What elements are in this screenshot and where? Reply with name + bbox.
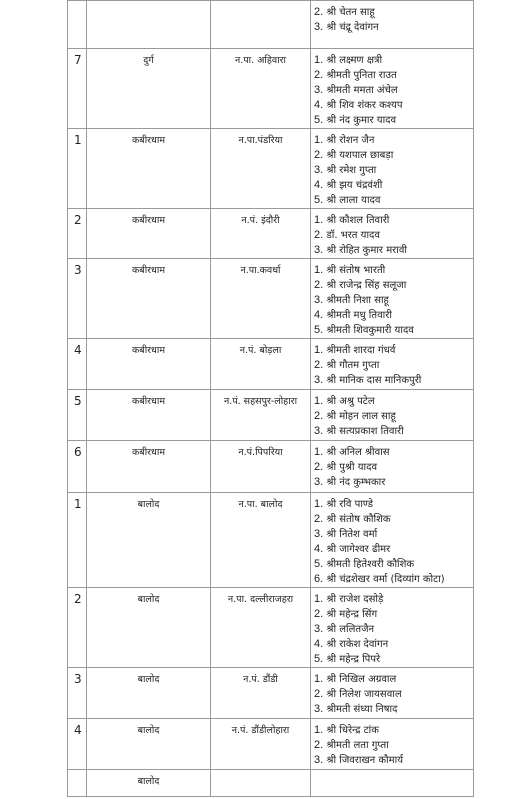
member-number: 1. — [314, 724, 324, 736]
member-name: श्रीमती शारदा गंधर्व — [326, 345, 396, 356]
local-body-name: न.पं. डौंडीलोहारा — [211, 719, 311, 770]
member-number: 1. — [314, 593, 324, 605]
member-name: श्री रमेश गुप्ता — [326, 165, 377, 176]
member-entry — [314, 358, 473, 373]
district-name: कबीरधाम — [87, 390, 211, 441]
member-entry — [314, 512, 473, 527]
member-number: 2. — [314, 608, 324, 620]
member-entry — [314, 738, 473, 753]
member-entry — [314, 98, 473, 113]
member-number: 1. — [314, 498, 324, 510]
member-entry — [314, 572, 473, 587]
member-name: श्री रोशन जैन — [326, 135, 375, 146]
member-number: 2. — [314, 359, 324, 371]
member-name: श्री रवि पाण्डे — [326, 499, 374, 510]
member-entry — [314, 637, 473, 652]
members-list — [311, 259, 474, 339]
member-number: 3. — [314, 164, 324, 176]
member-entry — [314, 557, 473, 572]
district-name: कबीरधाम — [87, 259, 211, 339]
member-number: 2. — [314, 6, 324, 18]
member-name: श्रीमती हितेश्वरी कौशिक — [326, 559, 415, 570]
member-name: श्री मोहन लाल साहू — [326, 411, 396, 422]
table-row — [68, 493, 474, 588]
member-entry — [314, 243, 473, 258]
member-entry — [314, 343, 473, 358]
member-number: 2. — [314, 513, 324, 525]
member-name: श्री झय चंद्रवंशी — [326, 180, 383, 191]
member-name: श्री यशपाल छाबड़ा — [326, 150, 394, 161]
member-entry — [314, 113, 473, 128]
table-row — [68, 588, 474, 668]
member-entry — [314, 53, 473, 68]
member-number: 3. — [314, 294, 324, 306]
serial-number: 1 — [68, 493, 87, 588]
member-entry — [314, 278, 473, 293]
member-entry — [314, 394, 473, 409]
member-name: श्री रोहित कुमार मरावी — [326, 245, 408, 256]
local-body-name: न.पं. इंदौरी — [211, 209, 311, 259]
table-row — [68, 129, 474, 209]
serial-number: 7 — [68, 49, 87, 129]
member-number: 1. — [314, 395, 324, 407]
member-name: श्रीमती निशा साहू — [326, 295, 389, 306]
table-row — [68, 390, 474, 441]
members-list — [311, 719, 474, 770]
member-name: श्री अश्रु पटेल — [326, 396, 375, 407]
serial-number: 2 — [68, 588, 87, 668]
members-list — [311, 441, 474, 493]
member-entry — [314, 424, 473, 439]
member-number: 2. — [314, 410, 324, 422]
member-name: श्री संतोष भारती — [326, 265, 386, 276]
member-number: 3. — [314, 84, 324, 96]
member-entry — [314, 323, 473, 338]
serial-number: 3 — [68, 668, 87, 719]
member-number: 6. — [314, 573, 324, 585]
member-entry — [314, 263, 473, 278]
local-body-name: न.पा. अहिवारा — [211, 49, 311, 129]
member-name: श्री कौशल तिवारी — [326, 215, 390, 226]
local-body-name: न.पं.पिपरिया — [211, 441, 311, 493]
district-name: बालोद — [87, 588, 211, 668]
district-name: कबीरधाम — [87, 209, 211, 259]
member-number: 1. — [314, 214, 324, 226]
member-entry — [314, 228, 473, 243]
member-name: श्री चंद्रू देवांगन — [326, 22, 379, 33]
member-number: 4. — [314, 543, 324, 555]
member-entry — [314, 527, 473, 542]
member-entry — [314, 163, 473, 178]
member-number: 2. — [314, 149, 324, 161]
member-entry — [314, 672, 473, 687]
member-number: 2. — [314, 229, 324, 241]
members-list — [311, 390, 474, 441]
member-name: श्री नंद कुमार यादव — [326, 115, 397, 126]
member-entry — [314, 475, 473, 490]
members-list — [311, 129, 474, 209]
district-name: कबीरधाम — [87, 129, 211, 209]
serial-number — [68, 1, 87, 49]
serial-number: 4 — [68, 719, 87, 770]
member-number: 2. — [314, 688, 324, 700]
member-entry — [314, 607, 473, 622]
member-entry — [314, 133, 473, 148]
member-entry — [314, 753, 473, 768]
member-name: श्री धिरेन्द्र टांक — [326, 725, 379, 736]
members-list — [311, 49, 474, 129]
member-entry — [314, 652, 473, 667]
members-list — [311, 209, 474, 259]
local-body-name: न.पा.पंडरिया — [211, 129, 311, 209]
member-number: 1. — [314, 344, 324, 356]
member-number: 5. — [314, 558, 324, 570]
member-name: श्री महेन्द्र पिपरे — [326, 654, 381, 665]
member-name: श्री नंद कुम्भकार — [326, 477, 386, 488]
member-number: 3. — [314, 374, 324, 386]
member-name: श्री राकेश देवांगन — [326, 639, 389, 650]
member-entry — [314, 542, 473, 557]
member-name: श्री पुश्री यादव — [326, 462, 378, 473]
local-body-name: न.पा. दल्लीराजहरा — [211, 588, 311, 668]
member-name: श्री चेतन साहू — [326, 7, 375, 18]
member-name: श्री राजेश दसोड़े — [326, 594, 384, 605]
table-row — [68, 719, 474, 770]
member-entry — [314, 213, 473, 228]
serial-number: 5 — [68, 390, 87, 441]
member-name: श्री नितेश वर्मा — [326, 529, 378, 540]
member-name: श्रीमती शिवकुमारी यादव — [326, 325, 414, 336]
members-list — [311, 1, 474, 49]
district-name: दुर्ग — [87, 49, 211, 129]
member-entry — [314, 178, 473, 193]
member-number: 2. — [314, 69, 324, 81]
member-name: श्री महेन्द्र सिंग — [326, 609, 378, 620]
serial-number: 6 — [68, 441, 87, 493]
member-name: श्री मानिक दास मानिकपुरी — [326, 375, 422, 386]
serial-number: 1 — [68, 129, 87, 209]
local-body-name: न.पा.कवर्धा — [211, 259, 311, 339]
member-entry — [314, 293, 473, 308]
member-entry — [314, 148, 473, 163]
district-name: बालोद — [87, 493, 211, 588]
member-name: श्री जिवराखन कौमार्य — [326, 755, 404, 766]
member-number: 1. — [314, 673, 324, 685]
member-name: श्रीमती ममता अंचेल — [326, 85, 398, 96]
member-entry — [314, 687, 473, 702]
member-name: श्रीमती संध्या निषाद — [326, 704, 398, 715]
member-entry — [314, 20, 473, 35]
district-name: कबीरधाम — [87, 339, 211, 390]
local-body-name: न.पं. बोड़ला — [211, 339, 311, 390]
serial-number — [68, 770, 87, 797]
member-number: 5. — [314, 194, 324, 206]
member-number: 5. — [314, 114, 324, 126]
member-number: 4. — [314, 99, 324, 111]
district-name — [87, 1, 211, 49]
member-name: श्रीमती मधु तिवारी — [326, 310, 392, 321]
member-number: 1. — [314, 446, 324, 458]
member-number: 5. — [314, 324, 324, 336]
member-number: 3. — [314, 21, 324, 33]
member-entry — [314, 308, 473, 323]
serial-number: 2 — [68, 209, 87, 259]
local-body-name: न.पा. बालोद — [211, 493, 311, 588]
member-number: 3. — [314, 244, 324, 256]
district-name: बालोद — [87, 719, 211, 770]
member-number: 3. — [314, 754, 324, 766]
member-number: 5. — [314, 653, 324, 665]
member-number: 1. — [314, 264, 324, 276]
member-entry — [314, 592, 473, 607]
member-number: 3. — [314, 528, 324, 540]
member-number: 3. — [314, 425, 324, 437]
members-list — [311, 339, 474, 390]
local-body-name: न.पं. डौंडी — [211, 668, 311, 719]
district-name: कबीरधाम — [87, 441, 211, 493]
member-name: श्री चंद्रशेखर वर्मा (दिव्यांग कोटा) — [326, 574, 445, 585]
table-row — [68, 1, 474, 49]
table-row — [68, 209, 474, 259]
member-entry — [314, 409, 473, 424]
member-name: श्री ललितजैन — [326, 624, 375, 635]
member-number: 2. — [314, 461, 324, 473]
member-number: 3. — [314, 703, 324, 715]
member-number: 3. — [314, 476, 324, 488]
member-entry — [314, 702, 473, 717]
members-list — [311, 668, 474, 719]
table-row — [68, 441, 474, 493]
member-name: श्री लाला यादव — [326, 195, 381, 206]
local-body-name: न.पं. सहसपुर-लोहारा — [211, 390, 311, 441]
members-list — [311, 770, 474, 797]
local-body-name — [211, 770, 311, 797]
member-entry — [314, 373, 473, 388]
table-row — [68, 259, 474, 339]
member-number: 1. — [314, 134, 324, 146]
members-list — [311, 493, 474, 588]
member-name: श्री लक्ष्मण क्षत्री — [326, 55, 383, 66]
member-entry — [314, 497, 473, 512]
table-row — [68, 668, 474, 719]
table-row — [68, 49, 474, 129]
table-row — [68, 770, 474, 797]
district-name: बालोद — [87, 668, 211, 719]
serial-number: 3 — [68, 259, 87, 339]
member-entry — [314, 460, 473, 475]
member-entry — [314, 68, 473, 83]
member-name: श्री सत्यप्रकाश तिवारी — [326, 426, 404, 437]
member-number: 2. — [314, 739, 324, 751]
member-number: 4. — [314, 309, 324, 321]
district-name: बालोद — [87, 770, 211, 797]
member-entry — [314, 723, 473, 738]
members-list — [311, 588, 474, 668]
members-table — [67, 0, 474, 797]
local-body-name — [211, 1, 311, 49]
member-entry — [314, 445, 473, 460]
member-name: डॉ. भरत यादव — [326, 230, 380, 241]
member-name: श्रीमती पुनिता राउत — [326, 70, 397, 81]
member-name: श्री संतोष कौशिक — [326, 514, 391, 525]
member-name: श्री जागेश्वर ढीमर — [326, 544, 391, 555]
member-number: 4. — [314, 638, 324, 650]
member-entry — [314, 5, 473, 20]
table-row — [68, 339, 474, 390]
member-name: श्री गौतम गुप्ता — [326, 360, 380, 371]
member-name: श्री शिव शंकर कश्यप — [326, 100, 403, 111]
member-name: श्री अनिल श्रीवास — [326, 447, 390, 458]
member-number: 1. — [314, 54, 324, 66]
member-name: श्री निखिल अग्रवाल — [326, 674, 397, 685]
member-number: 4. — [314, 179, 324, 191]
serial-number: 4 — [68, 339, 87, 390]
member-number: 3. — [314, 623, 324, 635]
member-entry — [314, 622, 473, 637]
members-table-body — [68, 1, 474, 797]
member-number: 2. — [314, 279, 324, 291]
member-name: श्री राजेन्द्र सिंह सलूजा — [326, 280, 407, 291]
member-entry — [314, 193, 473, 208]
member-name: श्रीमती लता गुप्ता — [326, 740, 389, 751]
member-name: श्री निलेश जायसवाल — [326, 689, 402, 700]
member-entry — [314, 83, 473, 98]
